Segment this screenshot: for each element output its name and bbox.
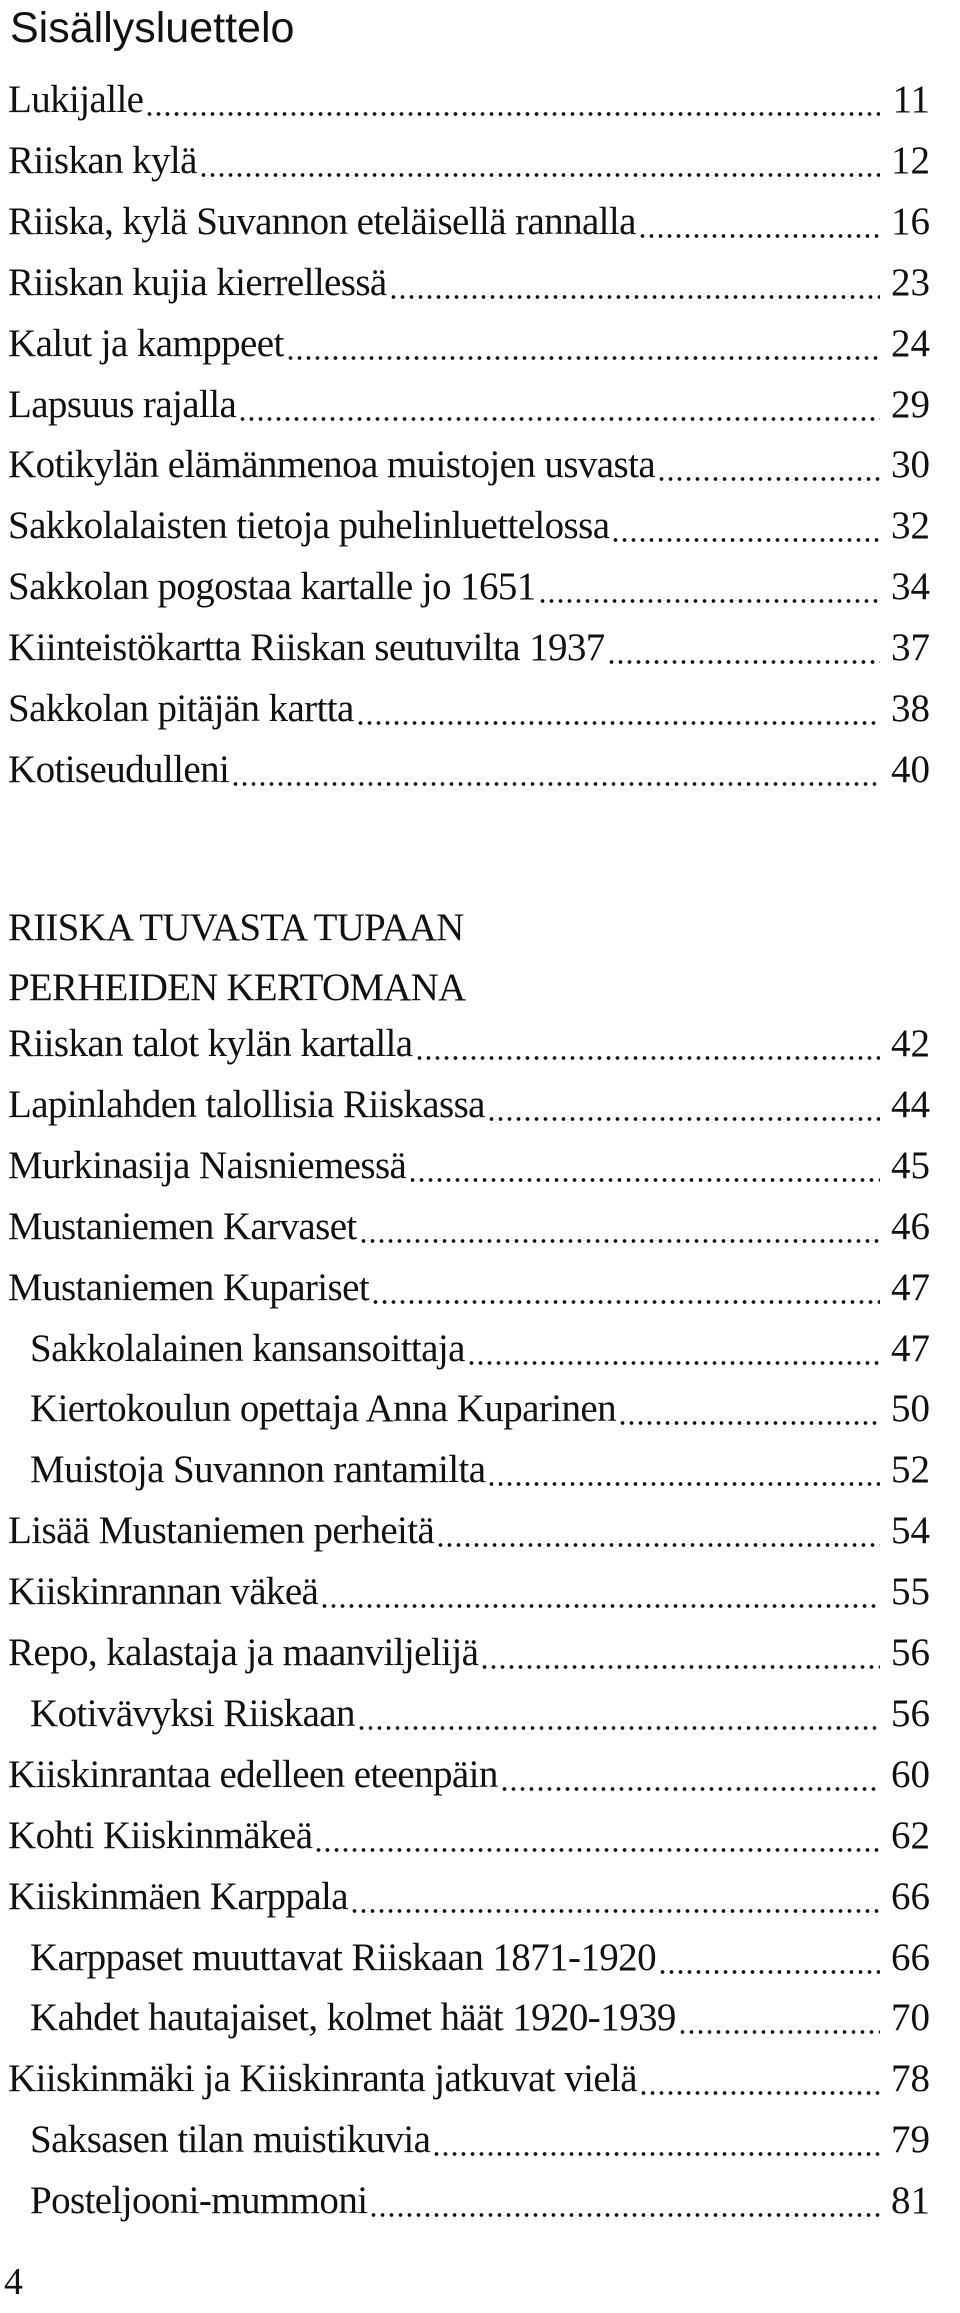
dot-leader [231,752,880,788]
dot-leader [357,1696,880,1732]
toc-row [0,253,960,313]
toc-entry-page: 50 [891,1387,930,1431]
toc-entry[interactable] [8,2049,930,2109]
dot-leader [408,1148,880,1184]
toc-row [0,1014,960,1074]
toc-entry-title: Sakkolalainen kansansoittaja [30,1326,465,1370]
toc-entry-title: Mustaniemen Kupariset [8,1265,370,1309]
toc-entry[interactable] [8,679,930,739]
toc-entry-title: Karppaset muuttavat Riiskaan 1871-1920 [30,1935,656,1979]
dot-leader [480,1635,880,1671]
toc-entry[interactable] [30,1928,930,1988]
toc-entry[interactable] [30,1379,930,1439]
toc-entry-title: Riiska, kylä Suvannon eteläisellä rannalla [8,199,636,243]
toc-entry[interactable] [30,1684,930,1744]
toc-row [0,2049,960,2109]
dot-leader [657,447,880,483]
toc-entry[interactable] [30,2171,930,2231]
toc-entry-page: 16 [891,199,930,243]
toc-entry-page: 34 [891,565,930,609]
toc-entry[interactable] [8,314,930,374]
toc-entry-page: 66 [891,1935,930,1979]
toc-entry[interactable] [8,131,930,191]
dot-leader [371,1270,880,1306]
toc-row [0,1501,960,1561]
toc-entry-title: Lapinlahden talollisia Riiskassa [8,1082,485,1126]
toc-entry[interactable] [30,1988,930,2048]
dot-leader [487,1452,880,1488]
dot-leader [638,204,880,240]
toc-entry-title: Riiskan kylä [8,138,197,182]
toc-entry-title: Kalut ja kamppeet [8,321,284,365]
toc-row [0,70,960,130]
toc-entry-title: Lisää Mustaniemen perheitä [8,1509,435,1553]
dot-leader [320,1574,880,1610]
toc-entry-page: 23 [891,260,930,304]
dot-leader [658,1940,880,1976]
toc-entry-title: Murkinasija Naisniemessä [8,1143,407,1187]
toc-entry-title: Sakkolan pitäjän kartta [8,687,354,730]
page-title: Sisällysluettelo [10,4,295,52]
toc-entry-page: 47 [891,1326,930,1370]
toc-row [0,1379,960,1439]
toc-entry-page: 79 [891,2118,930,2162]
dot-leader [389,265,880,301]
toc-entry-title: Posteljooni-mummoni [30,2179,368,2223]
toc-entry[interactable] [30,1319,930,1379]
dot-leader [432,2122,880,2158]
toc-row [0,1623,960,1683]
toc-entry[interactable] [8,192,930,252]
toc-entry[interactable] [8,1745,930,1805]
dot-leader [369,2183,880,2219]
toc-entry[interactable] [8,1136,930,1196]
toc-entry[interactable] [8,557,930,617]
toc-row [0,375,960,435]
dot-leader [639,2061,880,2097]
toc-row [0,2110,960,2170]
page-number: 4 [4,2261,23,2303]
toc-row [0,679,960,739]
toc-entry-page: 66 [891,1874,930,1918]
toc-entry[interactable] [8,435,930,495]
dot-leader [199,143,880,179]
dot-leader [356,691,880,727]
toc-entry-page: 47 [891,1265,930,1309]
toc-entry-page: 81 [891,2179,930,2223]
toc-row [0,1258,960,1318]
toc-entry-page: 62 [891,1813,930,1857]
toc-entry[interactable] [8,1562,930,1622]
toc-row [0,1867,960,1927]
dot-leader [607,630,880,666]
dot-leader [286,326,880,362]
toc-entry-title: Lapsuus rajalla [8,382,237,426]
toc-row [0,740,960,800]
toc-entry-page: 38 [891,687,930,730]
toc-entry-title: Repo, kalastaja ja maanviljelijä [8,1631,479,1674]
dot-leader [678,2000,880,2036]
toc-entry[interactable] [8,740,930,800]
toc-row [0,618,960,678]
toc-entry-title: Sakkolan pogostaa kartalle jo 1651 [8,565,536,609]
toc-entry-title: Lukijalle [8,78,144,121]
toc-entry[interactable] [8,70,930,130]
toc-entry-title: Riiskan kujia kierrellessä [8,260,387,304]
toc-entry-page: 55 [891,1570,930,1614]
toc-entry-page: 52 [891,1448,930,1492]
toc-entry-page: 30 [891,443,930,487]
toc-entry-title: Kiinteistökartta Riiskan seutuvilta 1937 [8,626,605,670]
toc-entry-title: Kahdet hautajaiset, kolmet häät 1920-1939 [30,1996,676,2040]
toc-entry-page: 70 [891,1996,930,2040]
toc-entry-page: 78 [891,2057,930,2101]
toc-row [0,1197,960,1257]
toc-row [0,1806,960,1866]
dot-leader [487,1087,880,1123]
toc-row [0,1745,960,1805]
toc-entry-title: Riiskan talot kylän kartalla [8,1022,413,1065]
toc-row [0,1440,960,1500]
toc-entry[interactable] [8,1501,930,1561]
toc-entry[interactable] [30,1440,930,1500]
dot-leader [538,569,880,605]
toc-row [0,314,960,374]
toc-entry[interactable] [8,1258,930,1318]
toc-entry-page: 11 [892,78,930,121]
toc-entry[interactable] [8,1806,930,1866]
toc-entry-page: 56 [891,1691,930,1735]
toc-entry-title: Mustaniemen Karvaset [8,1204,357,1248]
toc-entry-title: Kiiskinmäen Karppala [8,1874,348,1918]
toc-row [0,1319,960,1379]
toc-entry[interactable] [8,253,930,313]
toc-entry[interactable] [8,496,930,556]
toc-entry[interactable] [8,1197,930,1257]
toc-row [0,435,960,495]
toc-row [0,1928,960,1988]
toc-entry-page: 44 [891,1082,930,1126]
toc-entry-title: Kohti Kiiskinmäkeä [8,1813,313,1857]
dot-leader [611,508,880,544]
toc-entry-page: 42 [891,1022,930,1065]
toc-entry-page: 24 [891,321,930,365]
toc-entry-title: Kiertokoulun opettaja Anna Kuparinen [30,1387,616,1431]
dot-leader [238,387,880,423]
toc-row [0,131,960,191]
toc-entry-page: 12 [891,138,930,182]
toc-entry-page: 32 [891,504,930,548]
section-heading-line-2: PERHEIDEN KERTOMANA [8,966,466,1009]
dot-leader [359,1209,880,1245]
dot-leader [618,1391,880,1427]
dot-leader [350,1879,880,1915]
toc-entry[interactable] [8,1867,930,1927]
dot-leader [500,1757,880,1793]
toc-entry-title: Kotikylän elämänmenoa muistojen usvasta [8,443,656,487]
toc-entry-page: 54 [891,1509,930,1553]
toc-row [0,1988,960,2048]
dot-leader [436,1513,880,1549]
toc-row [0,2171,960,2231]
toc-entry-page: 56 [891,1631,930,1674]
toc-entry[interactable] [8,618,930,678]
toc-entry-title: Kotiseudulleni [8,747,230,791]
toc-entry-page: 37 [891,626,930,670]
toc-entry[interactable] [8,1075,930,1135]
toc-entry-page: 29 [891,382,930,426]
toc-entry-title: Sakkolalaisten tietoja puhelinluettelossa [8,504,610,548]
dot-leader [415,1026,880,1062]
toc-entry-title: Kiiskinmäki ja Kiiskinranta jatkuvat vielä [8,2057,637,2101]
toc-entry[interactable] [8,375,930,435]
toc-entry-title: Muistoja Suvannon rantamilta [30,1448,486,1492]
toc-entry-title: Kotivävyksi Riiskaan [30,1691,355,1735]
toc-row [0,1684,960,1744]
toc-row [0,192,960,252]
toc-entry[interactable] [30,2110,930,2170]
toc-entry-page: 46 [891,1204,930,1248]
toc-row [0,496,960,556]
toc-row [0,1562,960,1622]
toc-entry-page: 40 [891,747,930,791]
dot-leader [314,1818,880,1854]
dot-leader [467,1331,880,1367]
toc-entry[interactable] [8,1623,930,1683]
toc-entry-page: 60 [891,1752,930,1796]
section-heading-line-1: RIISKA TUVASTA TUPAAN [8,906,464,949]
toc-entry-title: Kiiskinrantaa edelleen eteenpäin [8,1752,498,1796]
toc-row [0,1075,960,1135]
toc-entry-title: Kiiskinrannan väkeä [8,1570,319,1614]
toc-entry-title: Saksasen tilan muistikuvia [30,2118,431,2162]
toc-row [0,1136,960,1196]
toc-entry-page: 45 [891,1143,930,1187]
toc-row [0,557,960,617]
dot-leader [145,82,880,118]
toc-entry[interactable] [8,1014,930,1074]
